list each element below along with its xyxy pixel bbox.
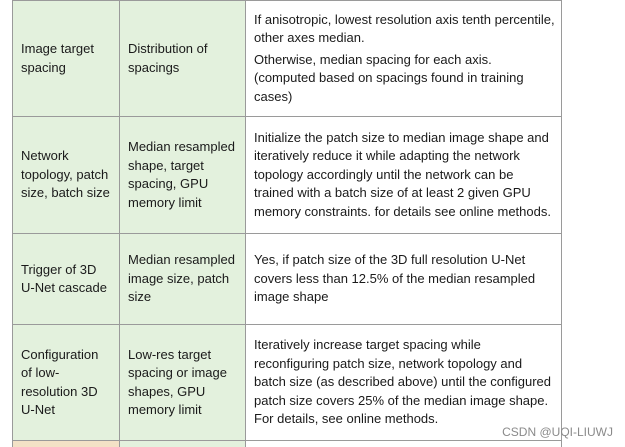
rule-paragraph: Iteratively increase target spacing while reconfiguring patch size, network topology and batch size (as described above) until the configured patch size covers 25% of the median image shape. For details, see online methods. <box>254 337 552 427</box>
parameter-name-cell: Trigger of 3D U-Net cascade <box>13 234 120 325</box>
parameter-rule-cell <box>246 1 562 117</box>
table-row <box>13 234 562 325</box>
parameter-name-cell: Image target spacing <box>13 1 120 117</box>
table-row <box>13 1 562 117</box>
watermark-text: CSDN @UQI-LIUWJ <box>502 425 613 439</box>
configuration-table <box>12 0 562 447</box>
parameter-input-cell: Median resampled image size, patch size <box>120 234 246 325</box>
parameter-rule-cell <box>246 117 562 234</box>
parameter-input-cell: Median resampled shape, target spacing, GPU memory limit <box>120 117 246 234</box>
parameter-name-cell <box>13 441 120 447</box>
rule-paragraph: Otherwise, median spacing for each axis. (computed based on spacings found in training cases) <box>254 51 524 104</box>
table-row <box>13 117 562 234</box>
parameter-name-cell: Configuration of low-resolution 3D U-Net <box>13 325 120 441</box>
rule-paragraph: Initialize the patch size to median image shape and iteratively reduce it while adapting the network topology accordingly until the network can be trained with a batch size of at least 2 given GPU memory constraints. for details see online methods. <box>254 129 551 219</box>
parameter-input-cell <box>120 441 246 447</box>
parameter-input-cell: Low-res target spacing or image shapes, GPU memory limit <box>120 325 246 441</box>
table-row-partial <box>13 441 562 447</box>
table-row <box>13 325 562 441</box>
parameter-input-cell: Distribution of spacings <box>120 1 246 117</box>
parameter-name-cell: Network topology, patch size, batch size <box>13 117 120 234</box>
rule-paragraph: Yes, if patch size of the 3D full resolution U-Net covers less than 12.5% of the median resampled image shape <box>254 252 536 305</box>
parameter-rule-cell <box>246 441 562 447</box>
parameter-rule-cell <box>246 234 562 325</box>
parameter-rule-cell <box>246 325 562 441</box>
rule-paragraph: If anisotropic, lowest resolution axis tenth percentile, other axes median. <box>254 11 555 46</box>
